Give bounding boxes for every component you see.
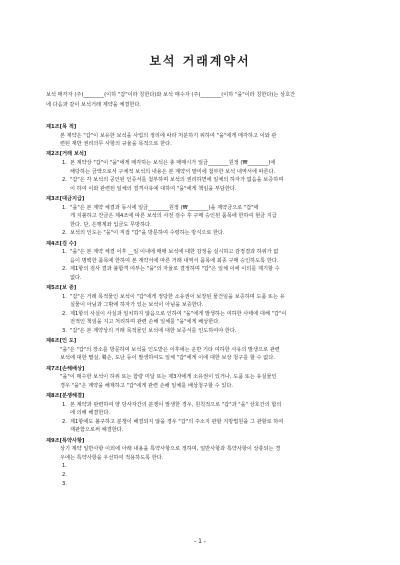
article-item-line <box>46 248 366 257</box>
article-item-line <box>46 327 366 336</box>
item-number: 2. <box>62 310 67 317</box>
article-item-line <box>46 293 366 302</box>
article-item-line <box>46 265 366 274</box>
document-title: 보석 거래계약서 <box>149 54 251 68</box>
item-text: 한다. 단, 은행계좌 입금도 무방하다. <box>70 221 152 228</box>
item-text: 해당하는 금액으로서 구체적 보석의 내용은 본 계약서 말미에 첨부한 보석 내역서에 따른다. <box>70 168 276 175</box>
article-item-line <box>46 301 366 310</box>
article-item-line <box>46 274 366 283</box>
item-number: 2. <box>62 471 67 478</box>
article-item-line <box>46 409 366 418</box>
page-number: - 1 - <box>194 538 206 545</box>
item-text: 이 하여 이와 관련된 일체의 결격사유에 대하여 "을"에게 책임을 부담한다. <box>70 185 237 192</box>
article-item-line <box>46 310 366 319</box>
article-body-line: 본 계약은 "갑"이 보유한 보석을 사업의 정리에 따라 처분하기 위하여 "을"에게 매각하고 이와 관 <box>60 132 277 139</box>
item-text: 제1항의 사실이 사실과 일치하지 않음으로 인하여 "을"에게 발생하는 여하한 사태에 대해 "갑"이 <box>70 310 287 317</box>
item-text: 본 계약상 "갑"이 "을"에게 매각하는 보석은 총 매매시가 일금________원정 (₩________)에 <box>70 159 276 166</box>
item-number: 2. <box>62 266 67 273</box>
item-text: 보석의 인도는 "을"이 직접 "갑"을 방문하여 수령하는 방식으로 한다. <box>70 230 225 237</box>
article-item-line <box>46 471 366 480</box>
article-item-line <box>46 462 366 471</box>
article <box>46 195 366 238</box>
article <box>46 150 366 193</box>
article <box>46 437 366 489</box>
article-heading: 제4조[검 수] <box>46 240 77 247</box>
intro-line: 보석 매각자 (주)________(이하 "갑"이라 칭한다)와 보석 매수자 (주)________(이하 "을"이라 칭한다)는 상호간 <box>46 92 296 98</box>
item-number: 2. <box>62 177 67 184</box>
item-text: "갑"은 거래 목적물인 보석이 "갑"에게 정당한 소유권이 보장된 물건임을 보증하며 도품 또는 유 <box>70 293 285 300</box>
item-text: 제1항의 검사 결과 불합격 여부는 "을"의 자율로 결정하며 "갑"은 일체 이에 이의를 제기할 수 <box>70 266 280 273</box>
item-number: 1. <box>62 293 67 300</box>
item-number: 1. <box>62 463 67 470</box>
articles-list <box>46 123 366 490</box>
article-body-line: "을"은 "갑"의 장소를 방문하여 보석을 인도받은 이후에는 운반 기타 여하한 사유의 발생으로 관련 <box>60 346 280 353</box>
article <box>46 365 366 391</box>
article <box>46 337 366 363</box>
item-text: 재판함으로써 해결한다. <box>70 427 124 434</box>
article-heading: 제8조[분쟁해결] <box>46 392 85 399</box>
article-item-line <box>46 176 366 185</box>
article-heading: 제6조[인 도] <box>46 338 77 345</box>
intro-paragraph <box>46 90 366 110</box>
item-text: 실물이 아님과 그밖에 하자가 있는 보석이 아님을 보증한다. <box>70 302 204 309</box>
item-number: 1. <box>62 249 67 256</box>
article <box>46 123 366 149</box>
article-item-line <box>46 185 366 194</box>
intro-line: 에 다음과 같이 보석거래 계약을 체결한다. <box>46 102 142 108</box>
article-item-line <box>46 426 366 435</box>
article-item-line <box>46 257 366 266</box>
article-item-line <box>46 229 366 238</box>
article-item-line <box>46 318 366 327</box>
article-heading: 제3조[대금지급] <box>46 195 85 202</box>
item-number: 2. <box>62 230 67 237</box>
item-text: "을"은 본 계약 체결과 동시에 일금________원정 (₩________)을 계약금으로 "갑"에 <box>70 204 259 211</box>
item-number: 1. <box>62 401 67 408</box>
article-heading: 제5조[보 증] <box>46 285 77 292</box>
item-text: 게 지불하고 잔금은 제4조에 따른 보석의 사전 검수 후 구매 승인된 품목에 한하여 현금 지급 <box>70 213 277 220</box>
item-text: 없다. <box>70 274 82 281</box>
article-item-line <box>46 168 366 177</box>
item-text: "갑"은 본 계약상의 거래 목적물인 보석에 대한 보증서를 인도하여야 한다. <box>70 328 237 335</box>
item-number: 1. <box>62 159 67 166</box>
article-body-line: 우에는 특약사항을 우선하여 적용하도록 한다. <box>60 454 164 461</box>
article <box>46 284 366 336</box>
article-item-line <box>46 212 366 221</box>
item-text: 전적인 책임을 지고 처리하며 관련 손해 일체를 "을"에게 배상한다. <box>70 319 220 326</box>
article <box>46 392 366 435</box>
item-text: "을"은 본 계약 체결 이후 __일 이내에 매매 보석에 대한 감정을 실시하고 감정결과 하위가 없 <box>70 249 279 256</box>
item-number: 2. <box>62 418 67 425</box>
article-body-line: 련된 재반 권리의무 사항의 규율을 목적으로 한다. <box>60 141 172 148</box>
article-item-line <box>46 480 366 489</box>
article-heading: 제7조[손해배상] <box>46 365 85 372</box>
item-text: 음이 명백한 품목에 한하여 본 계약서에 따른 거래 내역서 품목에 최종 구매 승인하도록 한다. <box>70 257 279 264</box>
article-item-line <box>46 221 366 230</box>
article-body-line: 보석에 대한 멸실, 훼손, 도난 등이 발생하여도 일체 "갑"에게 이에 대한 보상 청구를 할 수 없다. <box>60 355 275 362</box>
article-body-line: 경우 "을"은 계약을 해제하고 "갑"에게 관련 손해 일체를 배상청구할 수 있다. <box>60 382 234 389</box>
article-heading: 제9조[특약사항] <box>46 437 85 444</box>
item-text: 에 의해 해결한다. <box>70 410 111 417</box>
article-body-line: 상기 계약 일반사항 이외에 아래 내용을 특약사항으로 정하며, 일반사항과 특약사항이 상충되는 경 <box>60 446 281 453</box>
article <box>46 240 366 283</box>
item-number: 1. <box>62 204 67 211</box>
item-text: "갑"은 각 보석의 공인된 인증서를 첨부하며 보석의 권리하면에 일체의 하자가 없음을 보증하며 <box>70 177 284 184</box>
article-item-line <box>46 401 366 410</box>
article-item-line <box>46 159 366 168</box>
article-body-line: "을"이 매수한 보석이 하위 또는 함량 미달 또는 제3자에게 소유권이 있거나, 도품 또는 유실물인 <box>60 374 277 381</box>
item-text: 제1항에도 불구하고 분쟁이 해결되지 않을 경우 "갑"의 주소지 관할 지방법원을 그 관할로 하여 <box>70 418 284 425</box>
article-item-line <box>46 204 366 213</box>
article-item-line <box>46 418 366 427</box>
article-heading: 제2조[거래 보석] <box>46 151 87 158</box>
item-number: 3. <box>62 480 67 487</box>
item-text: 본 계약과 관련하여 양 당사자간의 분쟁이 발생한 경우, 원칙적으로 "갑"과 "을" 상호간의 합의 <box>70 401 282 408</box>
item-number: 3. <box>62 328 67 335</box>
article-heading: 제1조[목 적] <box>46 124 77 130</box>
